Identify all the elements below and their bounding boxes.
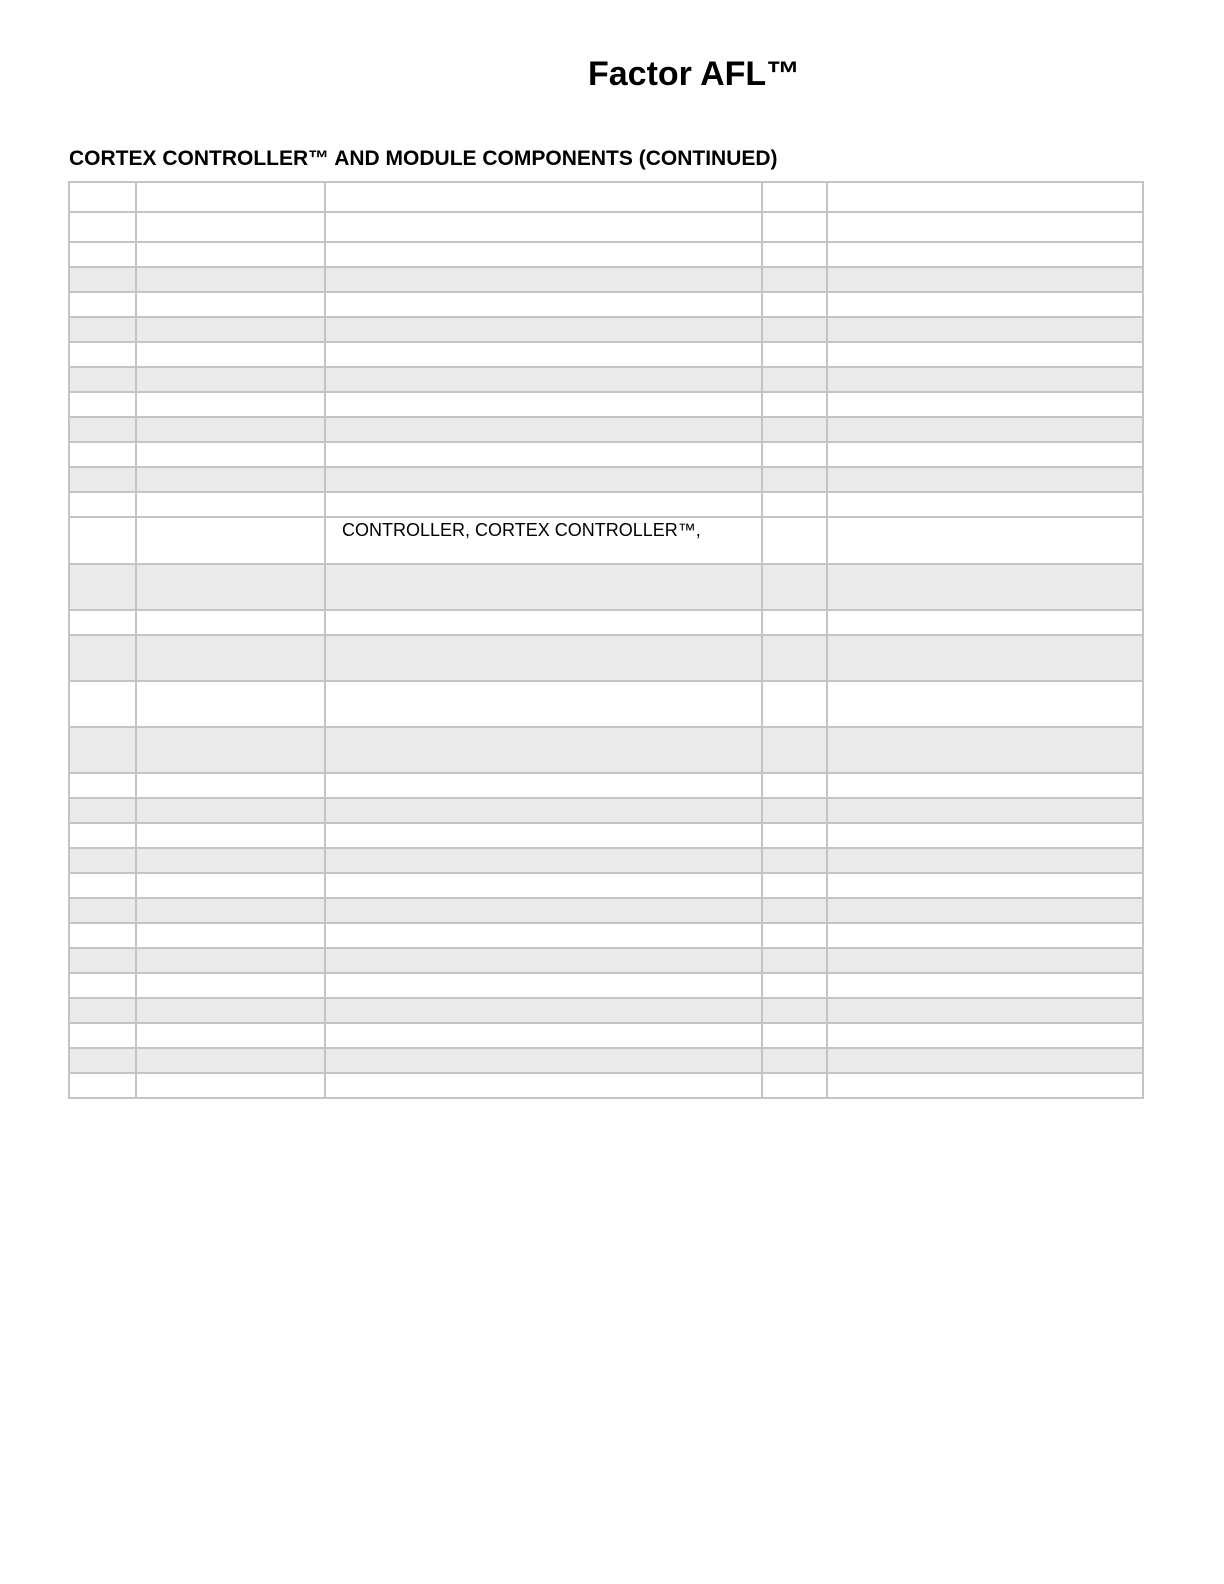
table-cell [136, 798, 325, 823]
table-row [69, 727, 1143, 773]
table-cell [762, 212, 827, 242]
table-cell [325, 292, 762, 317]
table-row [69, 517, 1143, 564]
table-cell [827, 1048, 1143, 1073]
table-row [69, 610, 1143, 635]
document-title: Factor AFL™ [588, 55, 801, 93]
table-row [69, 798, 1143, 823]
table-row [69, 212, 1143, 242]
table-cell [69, 292, 136, 317]
table-cell [69, 948, 136, 973]
table-row [69, 342, 1143, 367]
table-cell [762, 492, 827, 517]
table-cell [325, 998, 762, 1023]
table-cell [827, 492, 1143, 517]
table-row [69, 392, 1143, 417]
table-cell [827, 773, 1143, 798]
table-cell [827, 442, 1143, 467]
table-cell [136, 1073, 325, 1098]
table-cell [136, 848, 325, 873]
table-cell [762, 635, 827, 681]
table-cell [69, 873, 136, 898]
table-cell [136, 467, 325, 492]
table-cell [136, 823, 325, 848]
table-cell [325, 973, 762, 998]
table-cell [325, 212, 762, 242]
table-cell [325, 564, 762, 610]
table-cell [69, 798, 136, 823]
table-cell [325, 948, 762, 973]
table-cell [136, 367, 325, 392]
table-cell [69, 610, 136, 635]
table-cell [69, 681, 136, 727]
table-cell [325, 873, 762, 898]
table-cell [69, 1023, 136, 1048]
table-cell [762, 317, 827, 342]
table-cell [827, 635, 1143, 681]
table-cell [136, 681, 325, 727]
table-row [69, 848, 1143, 873]
table-cell [136, 492, 325, 517]
table-cell [136, 317, 325, 342]
table-cell [762, 342, 827, 367]
table-row [69, 317, 1143, 342]
table-row [69, 1048, 1143, 1073]
table-cell [69, 392, 136, 417]
table-cell [69, 467, 136, 492]
table-cell [69, 182, 136, 212]
table-cell [136, 773, 325, 798]
table-cell [325, 1073, 762, 1098]
table-cell [136, 212, 325, 242]
table-row [69, 1073, 1143, 1098]
table-cell [762, 873, 827, 898]
table-cell [325, 923, 762, 948]
table-cell [325, 1048, 762, 1073]
table-cell [827, 610, 1143, 635]
table-row [69, 292, 1143, 317]
table-row [69, 367, 1143, 392]
table-row [69, 681, 1143, 727]
table-cell [762, 467, 827, 492]
table-cell [762, 610, 827, 635]
table-cell [136, 973, 325, 998]
table-cell [325, 417, 762, 442]
table-cell [827, 517, 1143, 564]
table-row [69, 823, 1143, 848]
description-cell: CONTROLLER, CORTEX CONTROLLER™, [325, 517, 762, 564]
table-cell [136, 998, 325, 1023]
table-cell [325, 848, 762, 873]
table-cell [325, 1023, 762, 1048]
table-cell [69, 727, 136, 773]
table-cell [136, 442, 325, 467]
table-cell [136, 1048, 325, 1073]
table-cell [325, 317, 762, 342]
table-cell [325, 798, 762, 823]
table-cell [69, 635, 136, 681]
table-cell [69, 212, 136, 242]
table-row [69, 773, 1143, 798]
table-cell [325, 898, 762, 923]
table-row [69, 973, 1143, 998]
table-cell [827, 998, 1143, 1023]
table-cell [762, 823, 827, 848]
table-row [69, 1023, 1143, 1048]
table-cell [762, 973, 827, 998]
table-cell [762, 848, 827, 873]
table-cell [136, 292, 325, 317]
table-cell [136, 417, 325, 442]
table-cell [136, 610, 325, 635]
table-cell [136, 1023, 325, 1048]
table-cell [69, 848, 136, 873]
table-cell [762, 392, 827, 417]
table-cell [762, 292, 827, 317]
table-cell [827, 467, 1143, 492]
table-row [69, 467, 1143, 492]
table-cell [827, 182, 1143, 212]
table-cell [69, 442, 136, 467]
table-cell [827, 727, 1143, 773]
table-cell [827, 923, 1143, 948]
table-cell [827, 973, 1143, 998]
table-row [69, 948, 1143, 973]
table-cell [69, 823, 136, 848]
table-cell [69, 998, 136, 1023]
table-cell [827, 392, 1143, 417]
table-cell [136, 182, 325, 212]
table-cell [827, 242, 1143, 267]
table-cell [136, 948, 325, 973]
table-cell [69, 367, 136, 392]
table-cell [325, 681, 762, 727]
table-cell [827, 681, 1143, 727]
table-cell [325, 727, 762, 773]
table-row [69, 417, 1143, 442]
table-cell [762, 1048, 827, 1073]
table-cell [827, 342, 1143, 367]
table-cell [69, 923, 136, 948]
table-cell [762, 417, 827, 442]
table-cell [136, 242, 325, 267]
table-cell [136, 873, 325, 898]
table-cell [69, 564, 136, 610]
table-cell [762, 923, 827, 948]
table-cell [762, 267, 827, 292]
table-cell [69, 317, 136, 342]
table-cell [325, 823, 762, 848]
table-cell [762, 798, 827, 823]
table-row [69, 242, 1143, 267]
table-row [69, 267, 1143, 292]
table-cell [827, 1073, 1143, 1098]
table-cell [69, 773, 136, 798]
table-cell [69, 973, 136, 998]
table-cell [69, 267, 136, 292]
table-cell [325, 342, 762, 367]
table-cell [762, 242, 827, 267]
table-row [69, 998, 1143, 1023]
table-cell [827, 848, 1143, 873]
table-cell [325, 392, 762, 417]
table-cell [827, 948, 1143, 973]
table-row [69, 492, 1143, 517]
table-cell [762, 1073, 827, 1098]
table-cell [325, 267, 762, 292]
table-cell [762, 681, 827, 727]
table-cell [136, 342, 325, 367]
table-cell [827, 873, 1143, 898]
table-cell [69, 492, 136, 517]
table-cell [762, 898, 827, 923]
table-cell [762, 182, 827, 212]
table-cell [325, 242, 762, 267]
table-cell [827, 823, 1143, 848]
table-cell [762, 948, 827, 973]
table-cell [325, 442, 762, 467]
table-cell [69, 417, 136, 442]
table-cell [136, 923, 325, 948]
table-cell [762, 442, 827, 467]
table-cell [69, 1073, 136, 1098]
table-cell [762, 1023, 827, 1048]
table-cell [762, 773, 827, 798]
table-cell [69, 1048, 136, 1073]
table-cell [325, 492, 762, 517]
table-cell [136, 727, 325, 773]
table-row [69, 923, 1143, 948]
table-cell [69, 898, 136, 923]
table-cell [69, 517, 136, 564]
table-cell [69, 242, 136, 267]
table-cell [136, 517, 325, 564]
table-cell [827, 367, 1143, 392]
parts-table [68, 181, 1144, 1099]
table-cell [762, 517, 827, 564]
table-cell [827, 292, 1143, 317]
table-row [69, 442, 1143, 467]
table-cell [827, 1023, 1143, 1048]
table-cell [827, 267, 1143, 292]
table-cell [325, 467, 762, 492]
table-cell [762, 998, 827, 1023]
table-row [69, 873, 1143, 898]
table-cell [325, 182, 762, 212]
table-cell [325, 610, 762, 635]
table-cell [762, 727, 827, 773]
section-heading: CORTEX CONTROLLER™ AND MODULE COMPONENTS (CONTINUED) [69, 147, 778, 170]
table-cell [827, 317, 1143, 342]
table-cell [136, 635, 325, 681]
table-cell [827, 212, 1143, 242]
table-row [69, 564, 1143, 610]
table-cell [325, 773, 762, 798]
table-row [69, 898, 1143, 923]
table-cell [69, 342, 136, 367]
table-cell [325, 367, 762, 392]
table-row [69, 182, 1143, 212]
table-cell [325, 635, 762, 681]
table-cell [827, 898, 1143, 923]
table-cell [136, 898, 325, 923]
table-row [69, 635, 1143, 681]
table-cell [136, 392, 325, 417]
table-cell [762, 367, 827, 392]
table-cell [827, 798, 1143, 823]
table-cell [827, 417, 1143, 442]
table-cell [827, 564, 1143, 610]
table-cell [136, 564, 325, 610]
table-cell [136, 267, 325, 292]
table-cell [762, 564, 827, 610]
